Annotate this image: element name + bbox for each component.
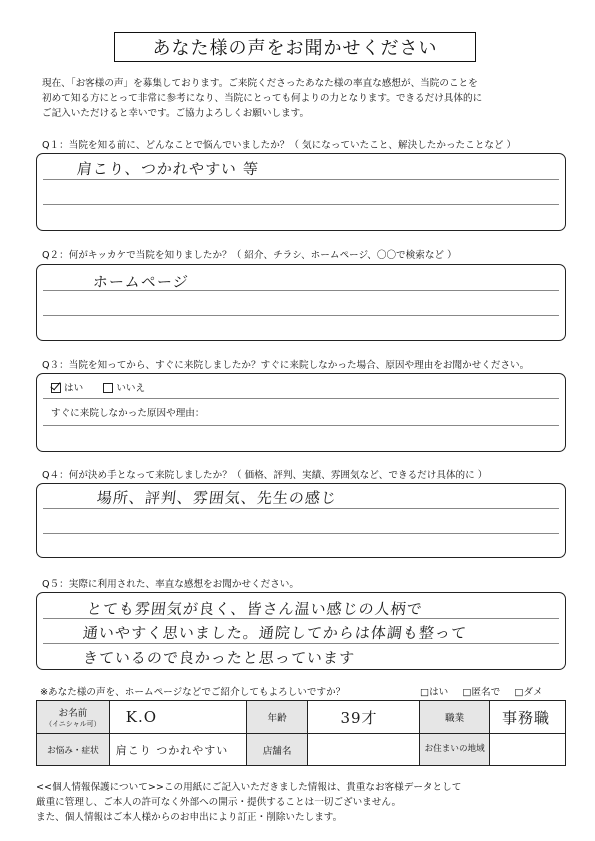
area-field[interactable]: [490, 734, 566, 766]
q3-no-label: いいえ: [116, 383, 146, 394]
job-value: 事務職: [502, 708, 551, 727]
age-field[interactable]: [308, 701, 420, 734]
intro-text: [42, 76, 562, 121]
q3-no-checkbox[interactable]: [103, 383, 113, 393]
q4-answer-box[interactable]: [36, 483, 566, 558]
concern-value: 肩こり つかれやすい: [115, 743, 229, 757]
name-value: K.O: [125, 708, 158, 726]
q5-answer-box[interactable]: [36, 592, 566, 670]
consent-options: [420, 684, 543, 698]
privacy-line: また、個人情報はご本人様からのお申出により訂正・削除いたします。: [36, 812, 343, 823]
q2-label: Q２：何がキッカケで当院を知りましたか？（ 紹介、チラシ、ホームページ、〇〇で検索など ）: [42, 250, 457, 261]
q1-label: Q１：当院を知る前に、どんなことで悩んでいましたか？（ 気になっていたこと、解決したかったことなど ）: [42, 140, 517, 151]
q5-answer-line: きているので良かったと思っています: [82, 649, 356, 667]
respondent-info-table: [36, 700, 566, 766]
q1-answer-box[interactable]: [36, 153, 566, 231]
privacy-line: 厳重に管理し、ご本人の許可なく外部への開示・提供することは一切ございません。: [36, 797, 402, 808]
store-field[interactable]: [308, 734, 420, 766]
q3-options: [51, 380, 145, 394]
q3-yes-checkbox[interactable]: [51, 383, 61, 393]
intro-line: 初めて知る方にとって非常に参考になり、当院にとっても何よりの力となります。できるだけ具体的に: [42, 93, 483, 104]
q3-reason-label: すぐに来院しなかった原因や理由：: [51, 408, 205, 419]
age-value: 39才: [340, 708, 378, 727]
q4-answer: 場所、評判、雰囲気、先生の感じ: [96, 489, 338, 507]
consent-anonymous-option[interactable]: □匿名で: [462, 687, 501, 698]
q3-answer-box[interactable]: [36, 373, 566, 452]
privacy-notice: [36, 780, 566, 825]
age-label: 年齢: [246, 701, 308, 734]
name-sub-label: （イニシャル可）: [45, 720, 101, 728]
name-label-cell: [37, 701, 110, 734]
concern-label: お悩み・症状: [37, 734, 110, 766]
intro-line: ご記入いただけると幸いです。ご協力よろしくお願いします。: [42, 108, 310, 119]
page-title: あなた様の声をお聞かせください: [114, 32, 476, 62]
q5-answer-line: 通いやすく思いました。通院してからは体調も整って: [82, 624, 468, 642]
q2-answer-box[interactable]: [36, 264, 566, 341]
consent-question: ※あなた様の声を、ホームページなどでご紹介してもよろしいですか？: [40, 687, 346, 698]
job-field[interactable]: [490, 701, 566, 734]
q4-label: Q４：何が決め手となって来院しましたか？（ 価格、評判、実績、雰囲気など、できるだけ具体的に ）: [42, 470, 488, 481]
q1-answer: 肩こり、つかれやすい 等: [76, 160, 260, 178]
consent-no-option[interactable]: □ダメ: [514, 687, 543, 698]
q2-answer: ホームページ: [92, 273, 190, 291]
store-label: 店舗名: [246, 734, 308, 766]
area-label: お住まいの地域: [420, 734, 490, 766]
concern-field[interactable]: [109, 734, 246, 766]
q3-label: Q３：当院を知ってから、すぐに来院しましたか？すぐに来院しなかった場合、原因や理由をお聞かせください。: [42, 360, 530, 371]
consent-yes-option[interactable]: □はい: [420, 687, 449, 698]
name-field[interactable]: [109, 701, 246, 734]
q5-label: Q５：実際に利用された、率直な感想をお聞かせください。: [42, 579, 299, 590]
q5-answer-line: とても雰囲気が良く、皆さん温い感じの人柄で: [86, 600, 424, 618]
q3-yes-label: はい: [64, 383, 84, 394]
name-label: お名前: [58, 708, 88, 719]
job-label: 職業: [420, 701, 490, 734]
privacy-line: <<個人情報保護について>>この用紙にご記入いただきました情報は、貴重なお客様データとして: [36, 782, 462, 793]
intro-line: 現在、「お客様の声」を募集しております。ご来院くださったあなた様の率直な感想が、当院のことを: [42, 78, 478, 89]
